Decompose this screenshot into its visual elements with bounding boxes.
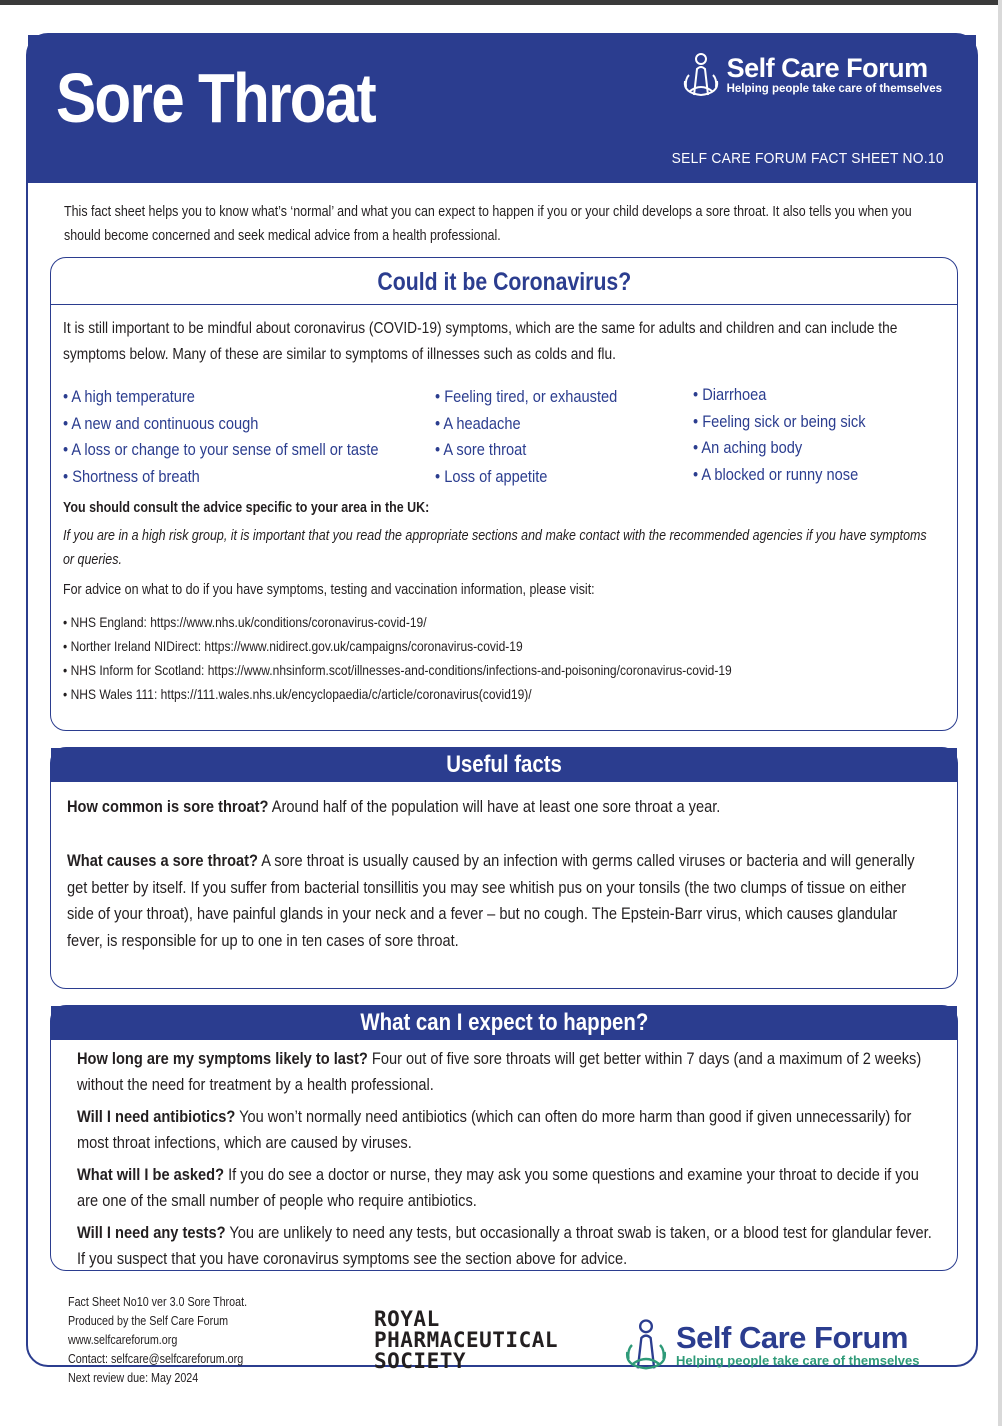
symptom-list-col1	[63, 384, 379, 490]
symptom-list-col2	[435, 384, 617, 490]
logo-name: Self Care Forum	[726, 52, 928, 83]
people-circle-icon	[620, 1317, 672, 1373]
people-circle-icon	[679, 51, 723, 99]
footer-logo-tagline: Helping people take care of themselves	[676, 1352, 920, 1368]
coronavirus-heading	[51, 258, 957, 305]
symptom-item: • Loss of appetite	[435, 464, 617, 491]
rps-line: PHARMACEUTICAL	[374, 1328, 559, 1352]
self-care-forum-footer-logo	[620, 1317, 919, 1373]
symptom-item: • A blocked or runny nose	[693, 462, 866, 489]
useful-facts-heading	[51, 748, 957, 782]
footer-line: Produced by the Self Care Forum	[68, 1314, 229, 1328]
fact-question: How common is sore throat?	[67, 797, 269, 816]
royal-pharmaceutical-society-logo	[374, 1309, 558, 1372]
page-title: Sore Throat	[56, 59, 375, 137]
useful-facts-section	[50, 747, 958, 989]
useful-facts-heading-text: Useful facts	[446, 751, 562, 778]
expectations-heading-text: What can I expect to happen?	[360, 1009, 648, 1036]
expect-paragraph	[77, 1104, 937, 1156]
advice-link-england[interactable]: • NHS England: https://www.nhs.uk/conditions/coronavirus-covid-19/	[63, 610, 732, 634]
expect-question: Will I need antibiotics?	[77, 1107, 236, 1126]
header-banner	[28, 35, 976, 183]
coronavirus-section	[50, 257, 958, 731]
symptom-item: • Shortness of breath	[63, 464, 379, 491]
fact-question: What causes a sore throat?	[67, 851, 258, 870]
expect-answer: You won’t normally need antibiotics (which can often do more harm than good if given unnecessarily) for most throat infections, which are caused by viruses.	[77, 1107, 912, 1152]
symptom-item: • A loss or change to your sense of smell or taste	[63, 437, 379, 464]
consult-note: If you are in a high risk group, it is important that you read the appropriate sections and make contact with the recommended agencies if you have symptoms or queries.	[63, 528, 927, 568]
advice-links	[63, 610, 732, 706]
advice-link-northern-ireland[interactable]: • Norther Ireland NIDirect: https://www.nidirect.gov.uk/campaigns/coronavirus-covid-19	[63, 634, 732, 658]
logo-tagline: Helping people take care of themselves	[726, 82, 942, 95]
advice-link-wales[interactable]: • NHS Wales 111: https://111.wales.nhs.uk/encyclopaedia/c/article/coronavirus(covid19)/	[63, 682, 732, 706]
expect-paragraph	[77, 1046, 937, 1098]
symptom-item: • Feeling sick or being sick	[693, 409, 866, 436]
symptom-item: • Diarrhoea	[693, 382, 866, 409]
consult-heading: You should consult the advice specific to your area in the UK:	[63, 500, 430, 516]
footer-credits	[68, 1293, 247, 1388]
fact-answer: Around half of the population will have at least one sore throat a year.	[268, 797, 721, 816]
coronavirus-heading-text: Could it be Coronavirus?	[377, 268, 631, 296]
footer-review-date: Next review due: May 2024	[68, 1371, 199, 1385]
visit-text: For advice on what to do if you have symptoms, testing and vaccination information, please visit:	[63, 582, 595, 598]
footer-logo-name: Self Care Forum	[676, 1319, 908, 1355]
window-right-edge	[998, 0, 1002, 1426]
expect-paragraph	[77, 1220, 937, 1272]
factsheet-number: SELF CARE FORUM FACT SHEET NO.10	[671, 150, 944, 167]
expect-paragraph	[77, 1162, 937, 1214]
coronavirus-intro: It is still important to be mindful about coronavirus (COVID-19) symptoms, which are the same for adults and children and can include the symptoms below. Many of these are similar to symptoms of illnesses such as colds and flu.	[63, 320, 898, 363]
intro-paragraph: This fact sheet helps you to know what’s ‘normal’ and what you can expect to happen if you or your child develops a sore throat. It also tells you when you should become concerned and seek medical advice from a health professional.	[64, 204, 912, 244]
expectations-section	[50, 1005, 958, 1271]
symptom-item: • Feeling tired, or exhausted	[435, 384, 617, 411]
expect-question: What will I be asked?	[77, 1165, 225, 1184]
fact-paragraph	[67, 848, 927, 954]
expectations-heading	[51, 1006, 957, 1040]
symptom-item: • A high temperature	[63, 384, 379, 411]
rps-line: ROYAL	[374, 1307, 440, 1331]
symptom-item: • A sore throat	[435, 437, 617, 464]
footer-line: Fact Sheet No10 ver 3.0 Sore Throat.	[68, 1295, 248, 1309]
advice-link-scotland[interactable]: • NHS Inform for Scotland: https://www.nhsinform.scot/illnesses-and-conditions/infections-and-poisoning/coronavirus-covid-19	[63, 658, 732, 682]
expect-answer: If you do see a doctor or nurse, they may ask you some questions and examine your throat to decide if you are one of the small number of people who require antibiotics.	[77, 1165, 919, 1210]
fact-answer: A sore throat is usually caused by an infection with germs called viruses or bacteria and will generally get better by itself. If you suffer from bacterial tonsillitis you may see whitish pus on your tonsils (the two clumps of tissue on either side of your throat), have painful glands in your neck and a fever – but no cough. The Epstein-Barr virus, which causes glandular fever, is responsible for up to one in ten cases of sore throat.	[67, 851, 915, 950]
symptom-item: • An aching body	[693, 435, 866, 462]
symptom-list-col3	[693, 382, 866, 488]
footer-contact-email[interactable]: Contact: selfcare@selfcareforum.org	[68, 1352, 244, 1366]
fact-paragraph	[67, 794, 927, 821]
expect-question: Will I need any tests?	[77, 1223, 226, 1242]
symptom-item: • A headache	[435, 411, 617, 438]
expect-answer: Four out of five sore throats will get better within 7 days (and a maximum of 2 weeks) without the need for treatment by a health professional.	[77, 1049, 922, 1094]
footer-website[interactable]: www.selfcareforum.org	[68, 1333, 178, 1347]
self-care-forum-logo	[679, 51, 942, 99]
expect-question: How long are my symptoms likely to last?	[77, 1049, 368, 1068]
window-top-edge	[0, 0, 1002, 5]
symptom-item: • A new and continuous cough	[63, 411, 379, 438]
expect-answer: You are unlikely to need any tests, but occasionally a throat swab is taken, or a blood test for glandular fever. If you suspect that you have coronavirus symptoms see the section above for advice.	[77, 1223, 932, 1268]
rps-line: SOCIETY	[374, 1349, 467, 1373]
fact-sheet-page	[26, 33, 978, 1385]
